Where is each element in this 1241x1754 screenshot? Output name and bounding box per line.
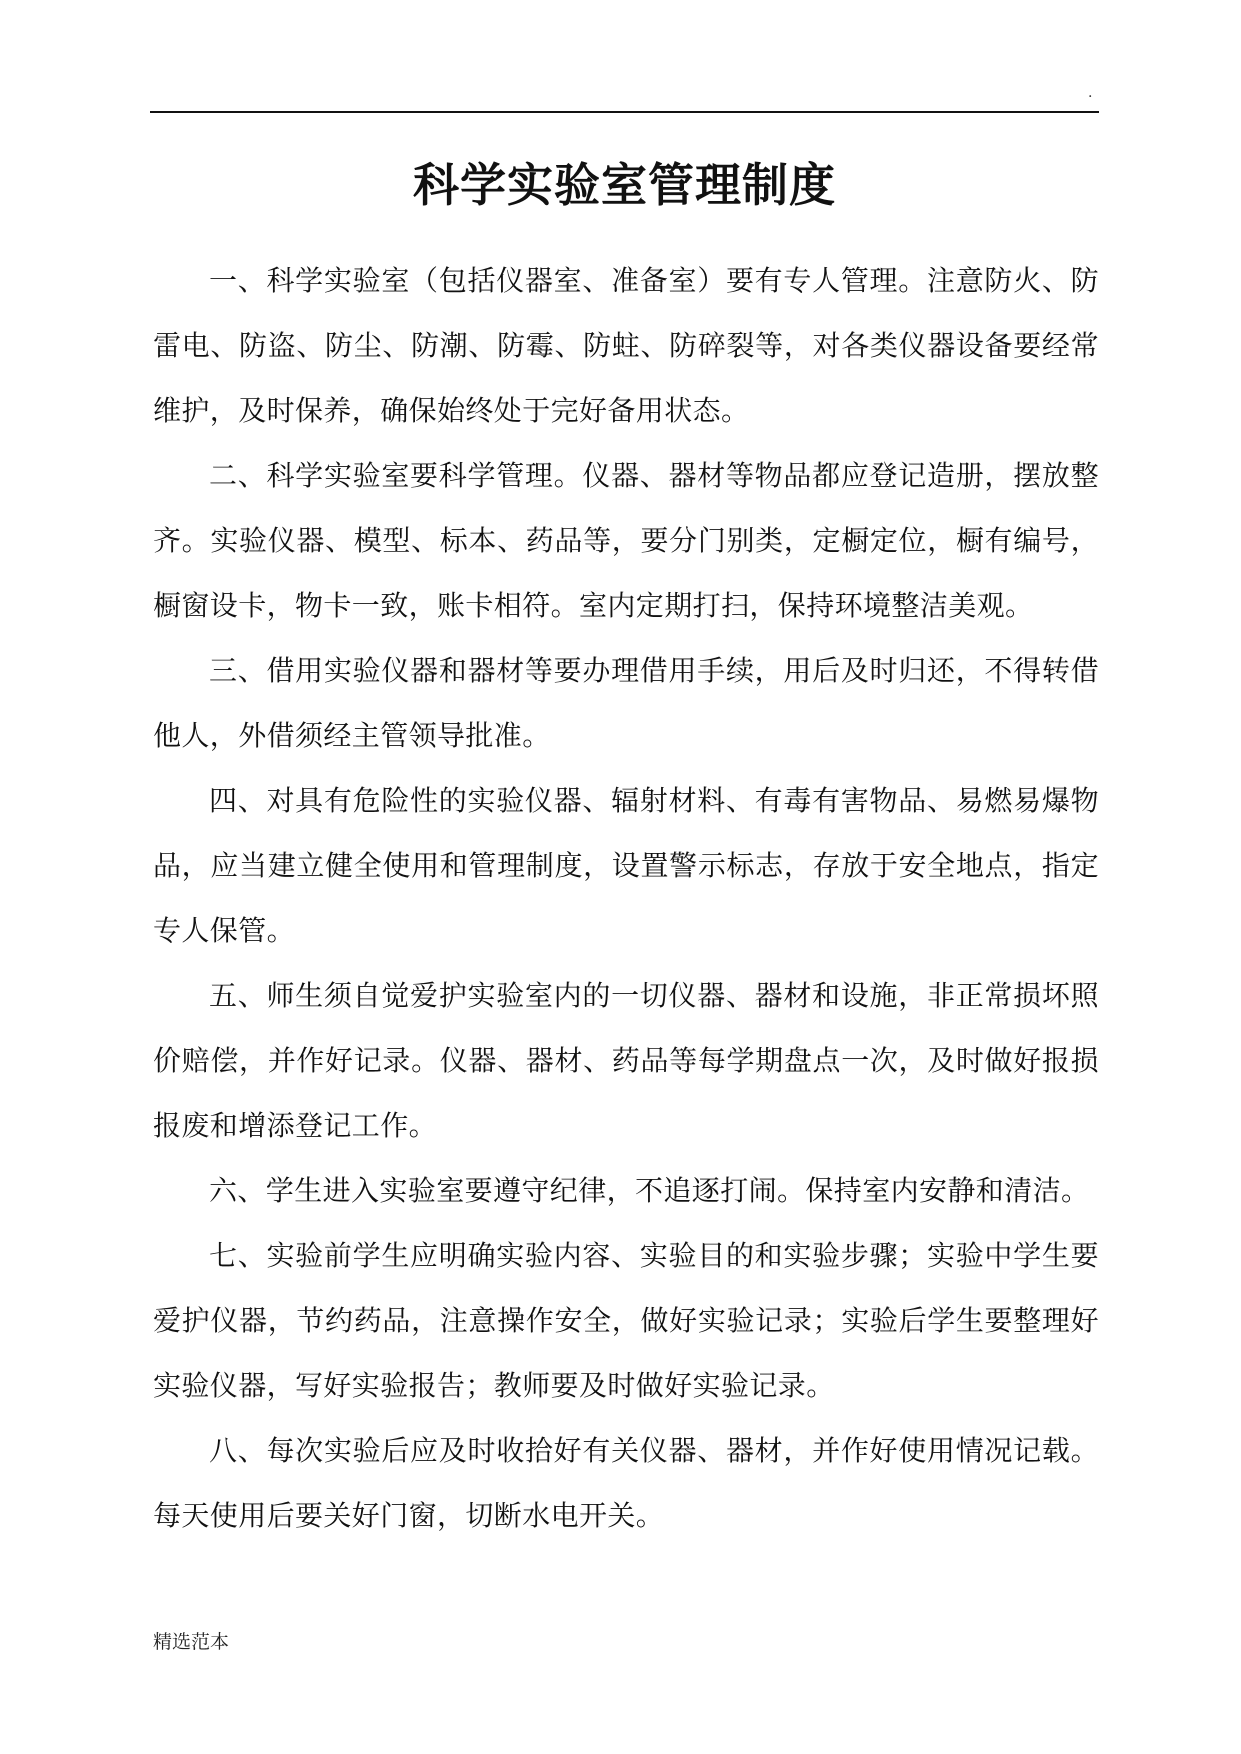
paragraph-5: 五、师生须自觉爱护实验室内的一切仪器、器材和设施，非正常损坏照价赔偿，并作好记录。仪器、器材、药品等每学期盘点一次，及时做好报损报废和增添登记工作。 [153,979,1099,1142]
paragraph-4: 四、对具有危险性的实验仪器、辐射材料、有毒有害物品、易燃易爆物品，应当建立健全使用和管理制度，设置警示标志，存放于安全地点，指定专人保管。 [153,784,1099,947]
paragraph-3: 三、借用实验仪器和器材等要办理借用手续，用后及时归还，不得转借他人，外借须经主管领导批准。 [153,654,1099,752]
paragraph-7: 七、实验前学生应明确实验内容、实验目的和实验步骤；实验中学生要爱护仪器，节约药品，注意操作安全，做好实验记录；实验后学生要整理好实验仪器，写好实验报告；教师要及时做好实验记录。 [153,1239,1099,1402]
header-mark: . [1088,85,1093,101]
paragraph-1: 一、科学实验室（包括仪器室、准备室）要有专人管理。注意防火、防雷电、防盗、防尘、防潮、防霉、防蛀、防碎裂等，对各类仪器设备要经常维护，及时保养，确保始终处于完好备用状态。 [153,264,1099,427]
header-rule [150,111,1099,113]
paragraph-6: 六、学生进入实验室要遵守纪律，不追逐打闹。保持室内安静和清洁。 [209,1174,1090,1207]
paragraph-2: 二、科学实验室要科学管理。仪器、器材等物品都应登记造册，摆放整齐。实验仪器、模型、标本、药品等，要分门别类，定橱定位，橱有编号，橱窗设卡，物卡一致，账卡相符。室内定期打扫，保持环境整洁美观。 [153,459,1099,622]
footer-label: 精选范本 [153,1631,230,1653]
document-body [153,248,1099,1548]
paragraph-8: 八、每次实验后应及时收拾好有关仪器、器材，并作好使用情况记载。每天使用后要关好门窗，切断水电开关。 [153,1434,1099,1532]
document-title: 科学实验室管理制度 [413,158,836,212]
